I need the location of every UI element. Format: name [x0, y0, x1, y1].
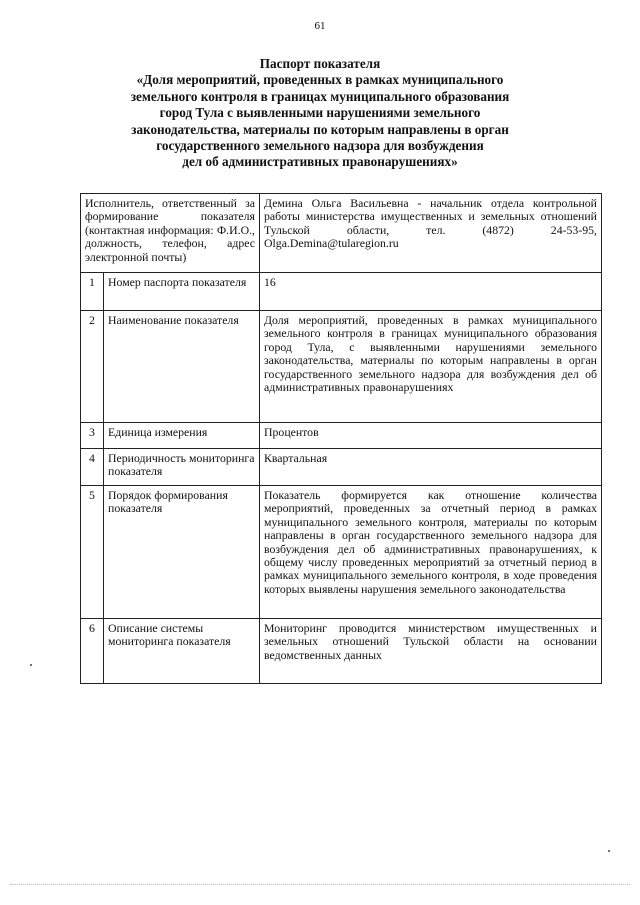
- row-value: Процентов: [260, 423, 602, 449]
- title-line: дел об административных правонарушениях»: [182, 154, 458, 170]
- title-line: город Тула с выявленными нарушениями земельного: [159, 105, 481, 121]
- row-value: 16: [260, 273, 602, 311]
- row-number: 3: [81, 423, 104, 449]
- table-row: [81, 311, 602, 423]
- executor-value: Демина Ольга Васильевна - начальник отдела контрольной работы министерства имущественных и земельных отношений Тульской области, тел. (4872) 24-53-95, Olga.Demina@tularegion.ru: [260, 194, 602, 273]
- row-number: 4: [81, 449, 104, 486]
- executor-label: Исполнитель, ответственный за формирование показателя (контактная информация: Ф.И.О., должность, телефон, адрес электронной почты): [81, 194, 260, 273]
- title-line: законодательства, материалы по которым направлены в орган: [131, 121, 509, 137]
- row-value: Доля мероприятий, проведенных в рамках муниципального земельного контроля в границах муниципального образования город Тула, с выявленными нарушениями земельного законодательства, материалы по которым направлены в орган государственного земельного надзора для возбуждения дел об административных правонарушениях: [260, 311, 602, 423]
- row-number: 5: [81, 486, 104, 619]
- table-row: [81, 423, 602, 449]
- row-label: Номер паспорта показателя: [104, 273, 260, 311]
- row-label: Порядок формирования показателя: [104, 486, 260, 619]
- row-label: Периодичность мониторинга показателя: [104, 449, 260, 486]
- passport-table: [80, 193, 602, 684]
- scan-edge-marks: [10, 884, 630, 889]
- row-label: Описание системы мониторинга показателя: [104, 619, 260, 684]
- table-row-executor: [81, 194, 602, 273]
- title-line: Паспорт показателя: [259, 56, 381, 71]
- title-line: государственного земельного надзора для возбуждения: [156, 138, 484, 154]
- row-number: 2: [81, 311, 104, 423]
- title-line: земельного контроля в границах муниципального образования: [130, 88, 510, 104]
- row-label: Наименование показателя: [104, 311, 260, 423]
- row-label: Единица измерения: [104, 423, 260, 449]
- row-value: Квартальная: [260, 449, 602, 486]
- page-number: 61: [314, 20, 326, 32]
- row-number: 1: [81, 273, 104, 311]
- title-line: «Доля мероприятий, проведенных в рамках муниципального: [136, 72, 504, 88]
- table-row: [81, 619, 602, 684]
- table-row: [81, 273, 602, 311]
- scan-speck: [608, 850, 610, 852]
- scan-speck: [30, 664, 32, 666]
- row-value: Показатель формируется как отношение количества мероприятий, проведенных за отчетный период в рамках муниципального земельного контроля, материалы по которым направлены в орган государственного земельного надзора для возбуждения дел об административных правонарушениях, к общему числу проведенных мероприятий за отчетный период в рамках муниципального земельного контроля, в ходе проведения которых выявлены нарушения земельного законодательства: [260, 486, 602, 619]
- table-row: [81, 486, 602, 619]
- row-value: Мониторинг проводится министерством имущественных и земельных отношений Тульской области на основании ведомственных данных: [260, 619, 602, 684]
- document-title: [70, 56, 570, 171]
- row-number: 6: [81, 619, 104, 684]
- table-row: [81, 449, 602, 486]
